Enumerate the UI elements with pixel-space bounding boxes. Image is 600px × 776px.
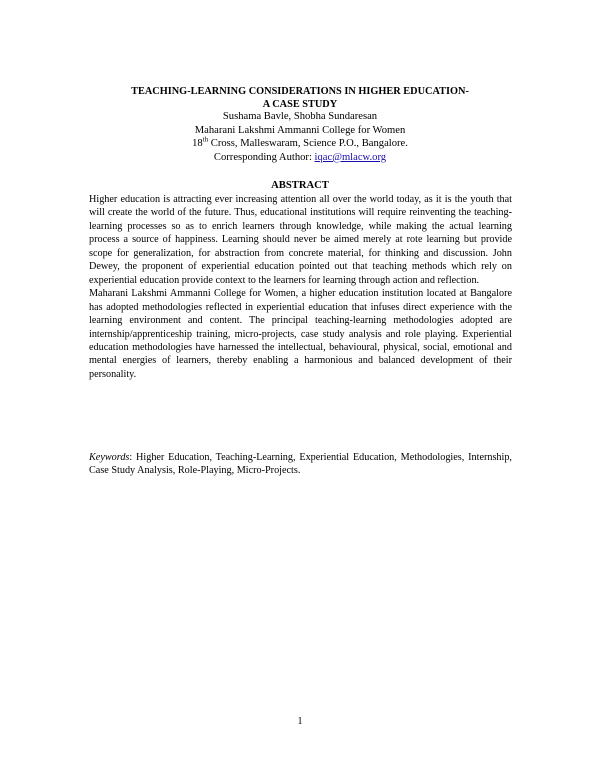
address <box>60 137 540 151</box>
keywords-text: Higher Education, Teaching-Learning, Experiential Education, Methodologies, Internship, Case Study Analysis, Role-Playing, Micro-Projects. <box>89 452 512 477</box>
title-line-1: TEACHING-LEARNING CONSIDERATIONS IN HIGHER EDUCATION- <box>131 86 469 97</box>
keywords-label: Keywords <box>89 452 130 463</box>
keywords <box>89 451 512 478</box>
abstract-paragraph-2: Maharani Lakshmi Ammanni College for Women, a higher education institution located at Bangalore has adopted methodologies reflected in experiential education that infuses direct experience with the learning environment and content. The principal teaching-learning methodologies adopted are internship/apprenticeship training, micro-projects, case study analysis and role playing. Experiential education methodologies have harnessed the intellectual, behavioural, physical, social, emotional and mental energies of learners, thereby enabling a harmonious and balanced development of their personality. <box>89 288 512 380</box>
abstract-heading: ABSTRACT <box>271 180 329 191</box>
paper-title <box>60 86 540 111</box>
page-number: 1 <box>297 716 303 727</box>
abstract-body <box>89 193 512 381</box>
abstract-paragraph-1: Higher education is attracting ever increasing attention all over the world today, as it is the youth that will create the world of the future. Thus, educational institutions will require reinventing the teaching-learning processes so as to enrich learners through knowledge, while making the actual learning process a source of happiness. Learning should never be aimed merely at rote learning but provide scope for generalization, for abstraction from concrete material, for thinking and discussion. John Dewey, the proponent of experiential education pointed out that teaching methods which rely on experiential education provide context to the learners for learning through action and reflection. <box>89 194 512 286</box>
keywords-separator: : <box>129 452 137 463</box>
address-number: 18 <box>192 138 203 150</box>
authors: Sushama Bavle, Shobha Sundaresan <box>222 111 378 122</box>
address-rest: Cross, Malleswaram, Science P.O., Bangalore. <box>208 138 408 150</box>
corresponding-label: Corresponding Author: <box>213 151 315 163</box>
title-line-2: A CASE STUDY <box>262 98 338 110</box>
author-block <box>60 110 540 164</box>
corresponding-email-link[interactable]: iqac@mlacw.org <box>314 151 387 163</box>
corresponding-author <box>60 151 540 165</box>
address-suffix: th <box>202 135 209 144</box>
institution: Maharani Lakshmi Ammanni College for Women <box>194 124 406 136</box>
